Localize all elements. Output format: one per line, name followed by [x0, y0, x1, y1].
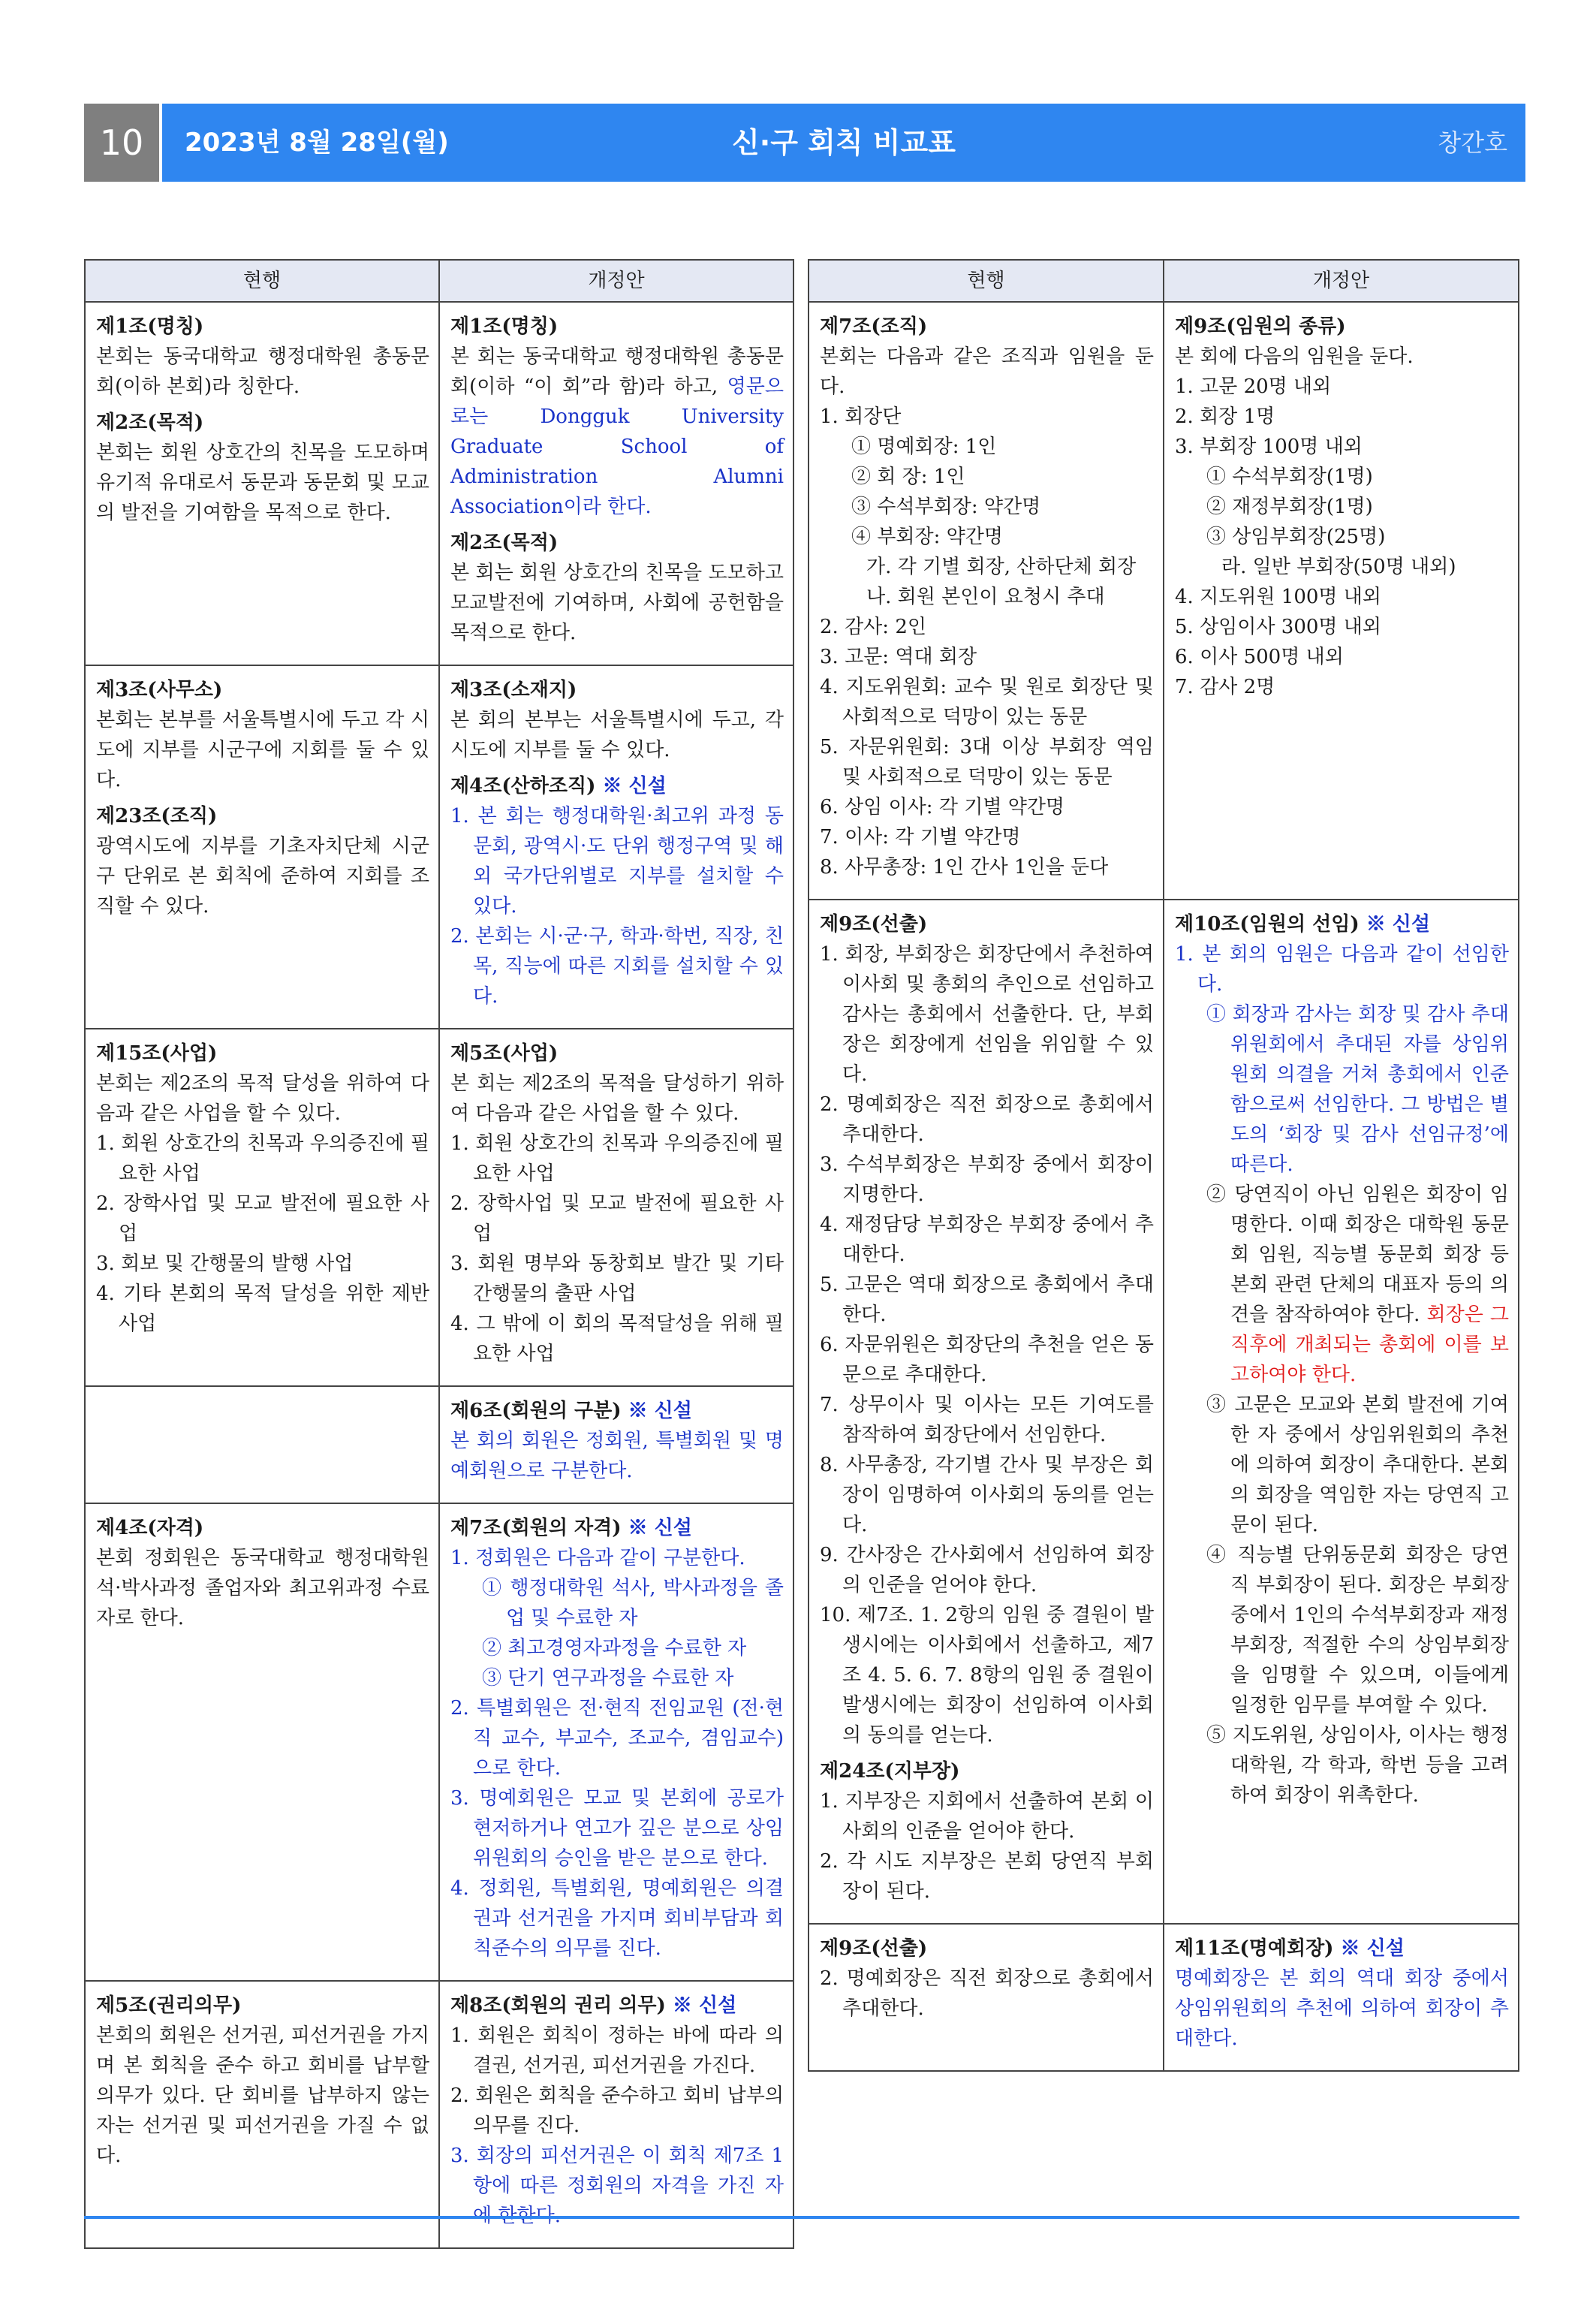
article	[450, 312, 784, 522]
article-title	[96, 1991, 429, 2021]
article-title-text: 제4조(자격)	[96, 1517, 204, 1539]
article-clause	[96, 705, 429, 795]
article-clause	[96, 1069, 429, 1129]
clause-text: 3. 고문: 역대 회장	[820, 646, 977, 668]
clause-text-revised: 영문으로는 Dongguk University Graduate School of Administration Alumni Association이라 한다.	[450, 375, 784, 518]
article-clause	[1175, 1540, 1509, 1720]
article-title	[450, 312, 784, 342]
clause-text: 5. 상임이사 300명 내외	[1175, 616, 1382, 638]
article-clause	[820, 1210, 1154, 1270]
column-header-revised: 개정안	[1312, 270, 1370, 292]
article-clause	[450, 801, 784, 921]
article-title	[1175, 1934, 1509, 1964]
clause-text: 6. 상임 이사: 각 기별 약간명	[820, 796, 1065, 818]
article-title-text: 제7조(회원의 자격)	[450, 1517, 622, 1539]
article-clause	[96, 438, 429, 528]
clause-text: 본회는 동국대학교 행정대학원 총동문회(이하 본회)라 칭한다.	[96, 345, 429, 398]
article-title	[450, 771, 784, 801]
article-clause	[820, 522, 1154, 552]
article-clause	[450, 1426, 784, 1486]
clause-text: 7. 감사 2명	[1175, 676, 1275, 698]
article-clause	[820, 582, 1154, 612]
article	[1175, 1934, 1509, 2054]
clause-text: 3. 부회장 100명 내외	[1175, 436, 1363, 458]
clause-text: 5. 자문위원회: 3대 이상 부회장 역임 및 사회적으로 덕망이 있는 동문	[820, 736, 1154, 788]
comparison-row	[809, 303, 1518, 900]
article-title	[96, 312, 429, 342]
article-clause	[820, 612, 1154, 642]
article-clause	[450, 1573, 784, 1633]
clause-text: 1. 회원 상호간의 친목과 우의증진에 필요한 사업	[450, 1132, 784, 1185]
article-title	[96, 801, 429, 831]
current-rules-cell	[86, 666, 440, 1028]
article-clause	[820, 1786, 1154, 1846]
article-clause	[820, 1964, 1154, 2024]
clause-text: 7. 상무이사 및 이사는 모든 기여도를 참작하여 회장단에서 선임한다.	[820, 1394, 1154, 1446]
article	[820, 1756, 1154, 1907]
clause-text: ③ 수석부회장: 약간명	[851, 496, 1041, 518]
revised-rules-cell	[440, 303, 793, 665]
article-clause	[450, 1069, 784, 1129]
article-clause	[96, 2021, 429, 2171]
revised-rules-cell	[1164, 900, 1518, 1923]
clause-text: 1. 본 회는 행정대학원·최고위 과정 동문회, 광역시·도 단위 행정구역 및 해외 국가단위별로 지부를 설치할 수 있다.	[450, 805, 784, 918]
comparison-row	[809, 900, 1518, 1925]
clause-text: 3. 명예회원은 모교 및 본회에 공로가 현저하거나 연고가 깊은 분으로 상임위원회의 승인을 받은 분으로 한다.	[450, 1787, 784, 1870]
comparison-row	[86, 1504, 793, 1982]
current-rules-cell	[86, 1982, 440, 2247]
article-clause	[1175, 939, 1509, 999]
article-clause	[450, 1663, 784, 1693]
article	[96, 1991, 429, 2171]
clause-text: 라. 일반 부회장(50명 내외)	[1221, 556, 1456, 578]
article-clause	[96, 1189, 429, 1249]
clause-text: 4. 그 밖에 이 회의 목적달성을 위해 필요한 사업	[450, 1313, 784, 1365]
clause-text: ② 최고경영자과정을 수료한 자	[482, 1637, 747, 1659]
clause-text: 본회의 회원은 선거권, 피선거권을 가지며 본 회칙을 준수 하고 회비를 납부할 의무가 있다. 단 회비를 납부하지 않는 자는 선거권 및 피선거권을 가질 수 없다.	[96, 2024, 429, 2167]
clause-text: 2. 회장 1명	[1175, 405, 1275, 428]
article-clause	[450, 1249, 784, 1309]
article-title-text: 제7조(조직)	[820, 315, 928, 338]
clause-text: ③ 단기 연구과정을 수료한 자	[482, 1667, 734, 1690]
current-rules-cell	[86, 1504, 440, 1980]
article-title	[450, 1513, 784, 1543]
new-article-tag: ※ 신설	[628, 1517, 692, 1539]
article-clause	[820, 1540, 1154, 1600]
article-clause	[820, 1150, 1154, 1210]
article-title-text: 제9조(선출)	[820, 1937, 928, 1960]
article	[820, 312, 1154, 882]
clause-text: 1. 회장단	[820, 405, 902, 428]
article-title-text: 제23조(조직)	[96, 805, 218, 827]
clause-text: ⑤ 지도위원, 상임이사, 이사는 행정대학원, 각 학과, 학번 등을 고려하여 회장이 위촉한다.	[1206, 1724, 1509, 1807]
article-title	[450, 1038, 784, 1069]
article-title-text: 제5조(사업)	[450, 1042, 559, 1065]
article	[1175, 909, 1509, 1810]
article-clause	[1175, 612, 1509, 642]
clause-text: ④ 직능별 단위동문회 회장은 당연직 부회장이 된다. 회장은 부회장 중에서 1인의 수석부회장과 재정부회장, 적절한 수의 상임부회장을 임명할 수 있으며, 이들에게 일정한 임무를 부여할 수 있다.	[1206, 1544, 1509, 1717]
article-clause	[820, 1390, 1154, 1450]
article	[1175, 312, 1509, 702]
article-clause	[820, 672, 1154, 732]
comparison-table-right	[808, 259, 1519, 2072]
article-clause	[820, 402, 1154, 432]
clause-text: 2. 본회는 시·군·구, 학과·학번, 직장, 친목, 직능에 따른 지회를 설치할 수 있다.	[450, 925, 784, 1008]
clause-text: 본 회는 제2조의 목적을 달성하기 위하여 다음과 같은 사업을 할 수 있다.	[450, 1072, 784, 1125]
clause-text: ④ 부회장: 약간명	[851, 526, 1003, 548]
clause-text: 본회는 회원 상호간의 친목을 도모하며 유기적 유대로서 동문과 동문회 및 모교의 발전을 기여함을 목적으로 한다.	[96, 442, 429, 524]
comparison-row	[86, 1029, 793, 1387]
current-rules-cell	[809, 303, 1164, 899]
article-title	[96, 408, 429, 438]
article-clause	[820, 1600, 1154, 1750]
revised-rules-cell	[440, 1504, 793, 1980]
clause-text: 2. 장학사업 및 모교 발전에 필요한 사업	[96, 1192, 429, 1245]
article-title	[450, 675, 784, 705]
article-title	[820, 1934, 1154, 1964]
article	[96, 801, 429, 921]
article	[450, 771, 784, 1011]
clause-text: 4. 기타 본회의 목적 달성을 위한 제반 사업	[96, 1283, 429, 1335]
article	[96, 1038, 429, 1339]
clause-text: 9. 간사장은 간사회에서 선임하여 회장의 인준을 얻어야 한다.	[820, 1544, 1154, 1596]
article-clause	[1175, 492, 1509, 522]
issue-date: 2023년 8월 28일(월)	[185, 128, 449, 158]
column-header-current: 현행	[86, 261, 440, 301]
clause-text: 본 회는 동국대학교 행정대학원 총동문회(이하 “이 회”라 함)라 하고,	[450, 345, 784, 398]
clause-text: 4. 지도위원회: 교수 및 원로 회장단 및 사회적으로 덕망이 있는 동문	[820, 676, 1154, 728]
clause-text: 본 회는 회원 상호간의 친목을 도모하고 모교발전에 기여하며, 사회에 공헌함을 목적으로 한다.	[450, 562, 784, 644]
article-clause	[1175, 522, 1509, 552]
article-clause	[820, 1090, 1154, 1150]
article	[96, 1513, 429, 1633]
clause-text: ② 회 장: 1인	[851, 466, 965, 488]
clause-text: 가. 각 기별 회장, 산하단체 회장	[866, 556, 1137, 578]
article-clause	[820, 552, 1154, 582]
clause-text: 1. 지부장은 지회에서 선출하여 본회 이사회의 인준을 얻어야 한다.	[820, 1790, 1154, 1843]
clause-text: 1. 회원 상호간의 친목과 우의증진에 필요한 사업	[96, 1132, 429, 1185]
clause-text: 2. 회원은 회칙을 준수하고 회비 납부의 의무를 진다.	[450, 2084, 784, 2137]
article	[450, 675, 784, 765]
article-clause	[820, 432, 1154, 462]
article-clause	[1175, 1964, 1509, 2054]
article-title-text: 제2조(목적)	[96, 411, 204, 434]
clause-text: 본회 정회원은 동국대학교 행정대학원 석·박사과정 졸업자와 최고위과정 수료자로 한다.	[96, 1547, 429, 1629]
article-clause	[1175, 552, 1509, 582]
article	[96, 312, 429, 402]
article-clause	[1175, 372, 1509, 402]
article-clause	[96, 1129, 429, 1189]
clause-text: ③ 상임부회장(25명)	[1206, 526, 1386, 548]
article-clause	[820, 492, 1154, 522]
clause-text: 2. 명예회장은 직전 회장으로 총회에서 추대한다.	[820, 1093, 1154, 1146]
clause-text: 4. 정회원, 특별회원, 명예회원은 의결권과 선거권을 가지며 회비부담과 회칙준수의 의무를 진다.	[450, 1877, 784, 1960]
article-clause	[450, 1189, 784, 1249]
article-title	[96, 675, 429, 705]
clause-text: ① 회장과 감사는 회장 및 감사 추대위원회에서 추대된 자를 상임위원회 의결을 거쳐 총회에서 인준함으로써 선임한다. 그 방법은 별도의 ‘회장 및 감사 선임규정’에 따른다.	[1206, 1003, 1509, 1176]
revised-rules-cell	[440, 1029, 793, 1385]
article-clause	[820, 1846, 1154, 1907]
clause-text: 1. 본 회의 임원은 다음과 같이 선임한다.	[1175, 943, 1509, 996]
clause-text: 3. 회보 및 간행물의 발행 사업	[96, 1252, 354, 1275]
clause-text: 10. 제7조. 1. 2항의 임원 중 결원이 발생시에는 이사회에서 선출하고, 제7조 4. 5. 6. 7. 8항의 임원 중 결원이 발생시에는 회장이 선임하여 이사회의 동의를 얻는다.	[820, 1604, 1154, 1747]
clause-text: 1. 정회원은 다음과 같이 구분한다.	[450, 1547, 745, 1569]
article-clause	[820, 1330, 1154, 1390]
clause-text: 2. 각 시도 지부장은 본회 당연직 부회장이 된다.	[820, 1850, 1154, 1903]
revised-rules-cell	[440, 666, 793, 1028]
article	[96, 408, 429, 528]
edition-label: 창간호	[1438, 128, 1507, 157]
clause-text: 3. 수석부회장은 부회장 중에서 회장이 지명한다.	[820, 1153, 1154, 1206]
article-title-text: 제1조(명칭)	[450, 315, 559, 338]
current-rules-cell	[86, 1387, 440, 1503]
current-rules-cell	[809, 1925, 1164, 2070]
new-article-tag: ※ 신설	[602, 775, 667, 797]
article-title	[1175, 909, 1509, 939]
article-clause	[450, 1543, 784, 1573]
clause-text: ② 당연직이 아닌 임원은 회장이 임명한다. 이때 회장은 대학원 동문회 임원, 직능별 동문회 회장 등 본회 관련 단체의 대표자 등의 의견을 참작하여야 한다.	[1206, 1183, 1509, 1326]
article-clause	[820, 792, 1154, 822]
article-title	[820, 909, 1154, 939]
new-article-tag: ※ 신설	[1366, 913, 1431, 936]
article-clause	[1175, 1720, 1509, 1810]
footer-rule	[84, 2216, 1519, 2219]
clause-text: 2. 명예회장은 직전 회장으로 총회에서 추대한다.	[820, 1967, 1154, 2020]
article-clause	[450, 1309, 784, 1369]
comparison-row	[86, 1387, 793, 1504]
clause-text: 8. 사무총장: 1인 간사 1인을 둔다	[820, 856, 1109, 879]
clause-text: 본회는 다음과 같은 조직과 임원을 둔다.	[820, 345, 1154, 398]
page-title: 신·구 회칙 비교표	[732, 126, 956, 159]
clause-text: ① 수석부회장(1명)	[1206, 466, 1373, 488]
article	[820, 909, 1154, 1750]
clause-text: 나. 회원 본인이 요청시 추대	[866, 586, 1105, 608]
article-title-text: 제24조(지부장)	[820, 1760, 960, 1783]
clause-text: 6. 자문위원은 회장단의 추천을 얻은 동문으로 추대한다.	[820, 1334, 1154, 1386]
article-clause	[96, 831, 429, 921]
article-clause	[1175, 642, 1509, 672]
article-title-text: 제6조(회원의 구분)	[450, 1400, 622, 1422]
article	[450, 528, 784, 648]
revised-rules-cell	[1164, 1925, 1518, 2070]
clause-text: 본 회의 본부는 서울특별시에 두고, 각 시도에 지부를 둘 수 있다.	[450, 709, 784, 761]
comparison-table-left	[84, 259, 794, 2249]
article-clause	[450, 2021, 784, 2081]
article-title	[450, 528, 784, 558]
clause-text: 8. 사무총장, 각기별 간사 및 부장은 회장이 임명하여 이사회의 동의를 얻는다.	[820, 1454, 1154, 1536]
article-clause	[450, 1633, 784, 1663]
article-title-text: 제9조(임원의 종류)	[1175, 315, 1346, 338]
revised-rules-cell	[440, 1982, 793, 2247]
article-clause	[820, 732, 1154, 792]
page-number: 10	[84, 104, 159, 182]
article-clause	[450, 558, 784, 648]
clause-text: 7. 이사: 각 기별 약간명	[820, 826, 1021, 849]
article-title-text: 제3조(사무소)	[96, 679, 223, 701]
clause-text: 4. 지도위원 100명 내외	[1175, 586, 1382, 608]
column-headers	[86, 261, 793, 303]
article-clause	[820, 1450, 1154, 1540]
article	[450, 1991, 784, 2231]
article-title	[1175, 312, 1509, 342]
article-clause	[1175, 432, 1509, 462]
clause-text: ① 명예회장: 1인	[851, 436, 997, 458]
revised-rules-cell	[1164, 303, 1518, 899]
clause-text: ③ 고문은 모교와 본회 발전에 기여한 자 중에서 상임위원회의 추천에 의하여 회장이 추대한다. 본회의 회장을 역임한 자는 당연직 고문이 된다.	[1206, 1394, 1509, 1536]
article-clause	[1175, 582, 1509, 612]
clause-text: 2. 장학사업 및 모교 발전에 필요한 사업	[450, 1192, 784, 1245]
new-article-tag: ※ 신설	[628, 1400, 692, 1422]
clause-text: 명예회장은 본 회의 역대 회장 중에서 상임위원회의 추천에 의하여 회장이 추대한다.	[1175, 1967, 1509, 2050]
article-clause	[450, 1783, 784, 1873]
article-clause	[820, 642, 1154, 672]
article-title-text: 제11조(명예회장)	[1175, 1937, 1334, 1960]
article-clause	[450, 342, 784, 522]
article-title	[450, 1396, 784, 1426]
article-title	[96, 1038, 429, 1069]
clause-text: 본회는 제2조의 목적 달성을 위하여 다음과 같은 사업을 할 수 있다.	[96, 1072, 429, 1125]
article-clause	[96, 1543, 429, 1633]
clause-text: 2. 감사: 2인	[820, 616, 926, 638]
clause-text-added: 회장은 그 직후에 개최되는 총회에 이를 보고하여야 한다.	[1230, 1304, 1510, 1386]
article-title	[450, 1991, 784, 2021]
current-rules-cell	[86, 1029, 440, 1385]
new-article-tag: ※ 신설	[1340, 1937, 1405, 1960]
comparison-row	[86, 303, 793, 666]
article-clause	[820, 462, 1154, 492]
article-clause	[820, 822, 1154, 852]
clause-text: 본회는 본부를 서울특별시에 두고 각 시도에 지부를 시군구에 지회를 둘 수 있다.	[96, 709, 429, 791]
article-clause	[1175, 402, 1509, 432]
article	[820, 1934, 1154, 2024]
article	[450, 1513, 784, 1964]
article-title-text: 제2조(목적)	[450, 532, 559, 554]
article-clause	[96, 342, 429, 402]
article-title-text: 제9조(선출)	[820, 913, 928, 936]
clause-text: 본 회에 다음의 임원을 둔다.	[1175, 345, 1414, 368]
article-clause	[820, 342, 1154, 402]
clause-text: ① 행정대학원 석사, 박사과정을 졸업 및 수료한 자	[482, 1577, 784, 1629]
article-clause	[1175, 1180, 1509, 1390]
article-clause	[450, 1873, 784, 1964]
article-clause	[820, 852, 1154, 882]
header-bar	[162, 104, 1525, 182]
clause-text: 본 회의 회원은 정회원, 특별회원 및 명예회원으로 구분한다.	[450, 1430, 784, 1482]
article-title	[96, 1513, 429, 1543]
article-clause	[450, 921, 784, 1011]
article-clause	[450, 1693, 784, 1783]
clause-text: 1. 회원은 회칙이 정하는 바에 따라 의결권, 선거권, 피선거권을 가진다.	[450, 2024, 784, 2077]
article-clause	[1175, 672, 1509, 702]
article-clause	[1175, 999, 1509, 1180]
article-title	[820, 1756, 1154, 1786]
article-clause	[450, 1129, 784, 1189]
clause-text: 6. 이사 500명 내외	[1175, 646, 1344, 668]
clause-text: 4. 재정담당 부회장은 부회장 중에서 추대한다.	[820, 1213, 1154, 1266]
article-clause	[96, 1279, 429, 1339]
clause-text: 3. 회원 명부와 동창회보 발간 및 기타 간행물의 출판 사업	[450, 1252, 784, 1305]
page-header	[84, 104, 1525, 182]
article-clause	[450, 705, 784, 765]
revised-rules-cell	[440, 1387, 793, 1503]
article-title	[820, 312, 1154, 342]
article-clause	[820, 939, 1154, 1090]
column-header-revised: 개정안	[588, 270, 645, 292]
article-clause	[1175, 462, 1509, 492]
article-title-text: 제15조(사업)	[96, 1042, 218, 1065]
article	[450, 1038, 784, 1369]
article-clause	[820, 1270, 1154, 1330]
article-clause	[1175, 342, 1509, 372]
article-title-text: 제8조(회원의 권리 의무)	[450, 1994, 666, 2017]
article	[96, 675, 429, 795]
article	[450, 1396, 784, 1486]
article-title-text: 제5조(권리의무)	[96, 1994, 242, 2017]
clause-text: 5. 고문은 역대 회장으로 총회에서 추대한다.	[820, 1274, 1154, 1326]
article-clause	[450, 2081, 784, 2141]
clause-text: 1. 회장, 부회장은 회장단에서 추천하여 이사회 및 총회의 추인으로 선임하고 감사는 총회에서 선출한다. 단, 부회장은 회장에게 선임을 위임할 수 있다.	[820, 943, 1154, 1086]
comparison-row	[86, 1982, 793, 2247]
current-rules-cell	[809, 900, 1164, 1923]
new-article-tag: ※ 신설	[672, 1994, 737, 2017]
article-title-text: 제1조(명칭)	[96, 315, 204, 338]
article-title-text: 제10조(임원의 선임)	[1175, 913, 1360, 936]
clause-text: 1. 고문 20명 내외	[1175, 375, 1332, 398]
article-title-text: 제3조(소재지)	[450, 679, 577, 701]
article-clause	[96, 1249, 429, 1279]
article-title-text: 제4조(산하조직)	[450, 775, 596, 797]
clause-text: ② 재정부회장(1명)	[1206, 496, 1373, 518]
comparison-row	[809, 1925, 1518, 2070]
column-header-current: 현행	[809, 261, 1164, 301]
column-headers	[809, 261, 1518, 303]
clause-text: 광역시도에 지부를 기초자치단체 시군구 단위로 본 회칙에 준하여 지회를 조직할 수 있다.	[96, 835, 429, 918]
article-clause	[1175, 1390, 1509, 1540]
current-rules-cell	[86, 303, 440, 665]
clause-text: 3. 회장의 피선거권은 이 회칙 제7조 1항에 따른 정회원의 자격을 가진 자	[450, 2145, 784, 2197]
clause-text: 2. 특별회원은 전·현직 전임교원 (전·현직 교수, 부교수, 조교수, 겸임교수)으로 한다.	[450, 1697, 784, 1780]
comparison-row	[86, 666, 793, 1029]
